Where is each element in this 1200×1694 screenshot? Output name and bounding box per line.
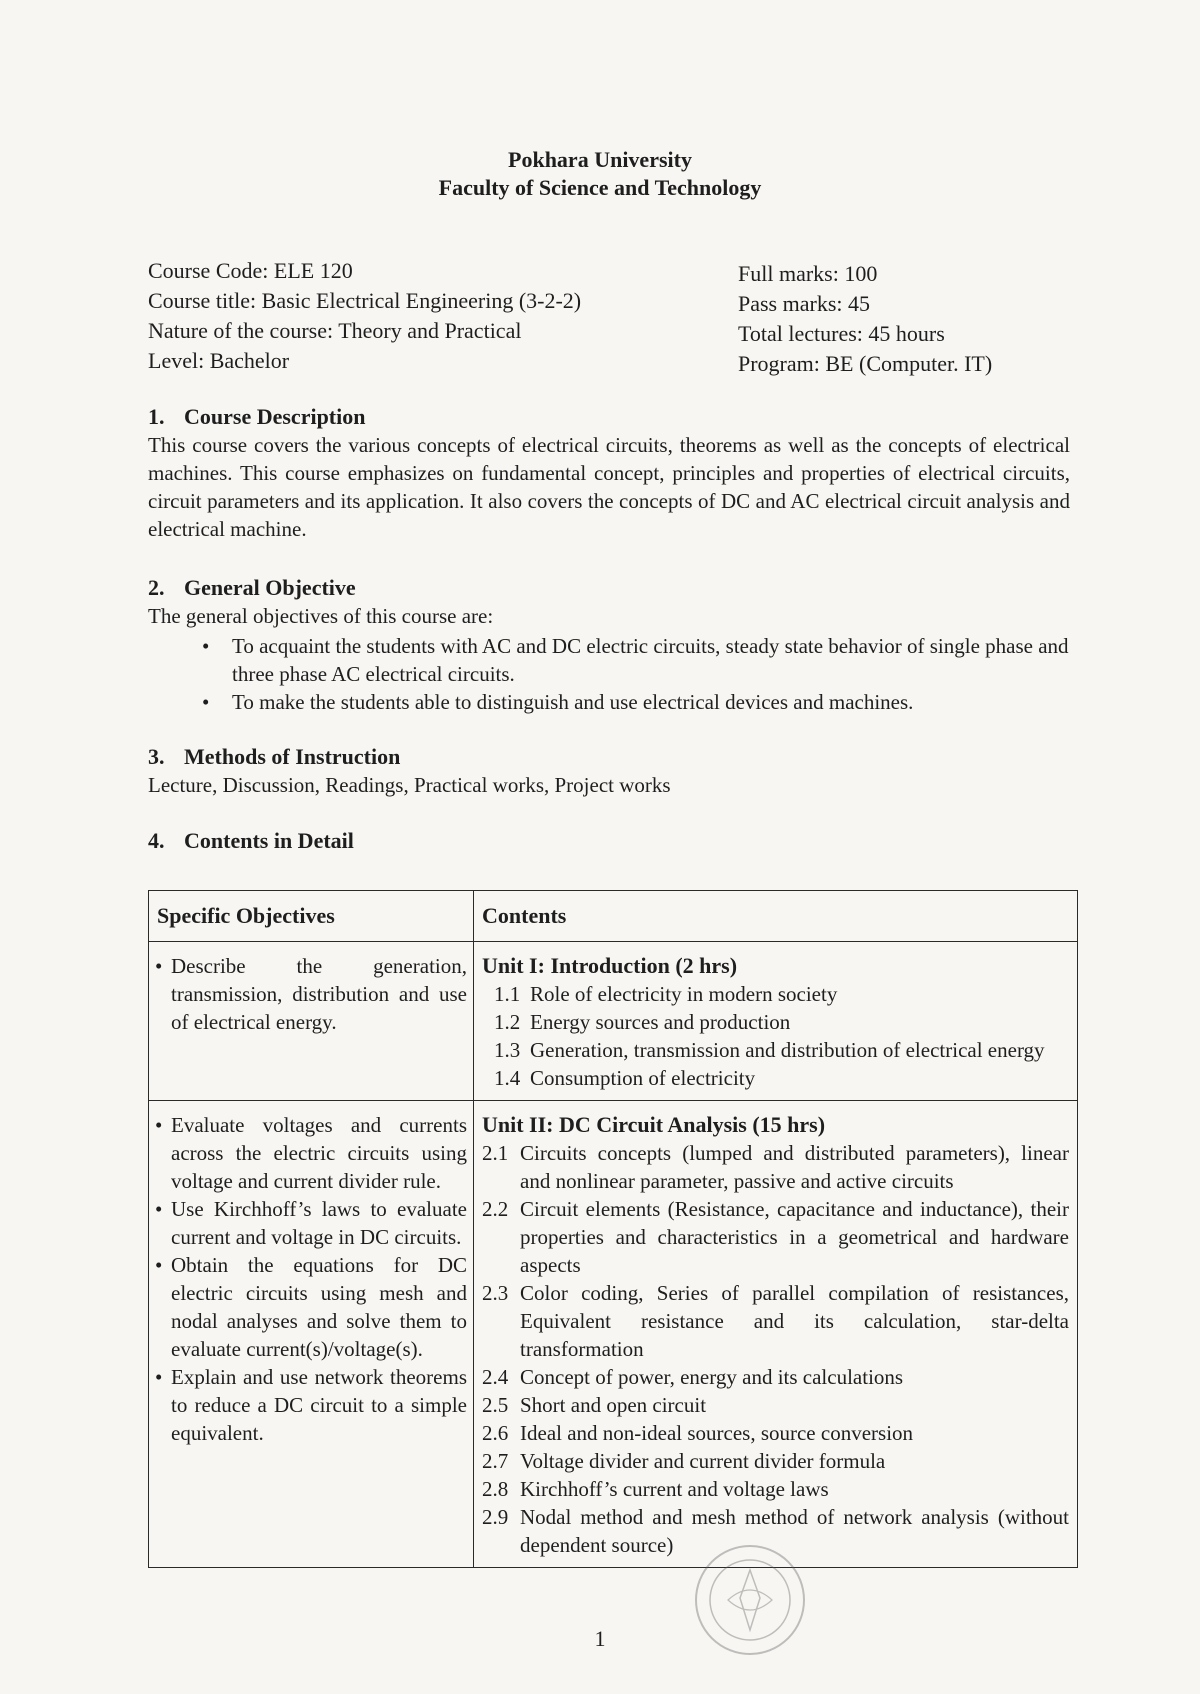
topic-item: 2.1 Circuits concepts (lumped and distributed parameters), linear and nonlinear parameter, passive and active circuits [482, 1141, 1069, 1193]
contents-table [148, 890, 1078, 1568]
course-level: Level: Bachelor [148, 348, 290, 373]
objectives-cell [149, 942, 474, 1101]
topic-item: 2.4 Concept of power, energy and its calculations [482, 1365, 904, 1389]
table-header-row [149, 891, 1078, 942]
objective-item: • Evaluate voltages and currents across the electric circuits using voltage and current divider rule. [155, 1111, 467, 1195]
topic-item: 2.2 Circuit elements (Resistance, capacitance and inductance), their properties and characteristics in a geometrical and hardware aspects [482, 1197, 1069, 1277]
topic-item: 2.3 Color coding, Series of parallel compilation of resistances, Equivalent resistance and its calculation, star-delta transformation [482, 1281, 1069, 1361]
topic-item: 1.3 Generation, transmission and distribution of electrical energy [494, 1038, 1045, 1062]
topic-item: 2.7 Voltage divider and current divider formula [482, 1449, 886, 1473]
topic-item: 2.8 Kirchhoff’s current and voltage laws [482, 1477, 829, 1501]
contents-cell [474, 1101, 1078, 1568]
list-item: • To make the students able to distinguish and use electrical devices and machines. [232, 688, 1070, 716]
faculty-name: Faculty of Science and Technology [438, 175, 762, 200]
contents-cell [474, 942, 1078, 1101]
page-number: 1 [594, 1626, 606, 1651]
section-heading: 4. Contents in Detail [148, 828, 354, 853]
topic-item: 1.4 Consumption of electricity [494, 1066, 756, 1090]
section-heading: 1. Course Description [148, 404, 366, 429]
column-header-contents: Contents [474, 891, 1078, 942]
section-contents-in-detail [148, 827, 1070, 855]
course-meta-left [148, 256, 581, 376]
objective-list [148, 632, 1070, 716]
section-heading: 2. General Objective [148, 575, 356, 600]
topic-item: 2.5 Short and open circuit [482, 1393, 707, 1417]
full-marks: Full marks: 100 [738, 261, 878, 286]
section-course-description [148, 403, 1070, 543]
objective-item: • Use Kirchhoff’s laws to evaluate current and voltage in DC circuits. [155, 1195, 467, 1251]
table-row [149, 1101, 1078, 1568]
section-heading: 3. Methods of Instruction [148, 744, 401, 769]
pass-marks: Pass marks: 45 [738, 291, 870, 316]
course-code: Course Code: ELE 120 [148, 258, 353, 283]
objective-item: • Obtain the equations for DC electric circuits using mesh and nodal analyses and solve them to evaluate current(s)/voltage(s). [155, 1251, 467, 1363]
course-nature: Nature of the course: Theory and Practical [148, 318, 522, 343]
topic-item: 1.1 Role of electricity in modern society [494, 982, 838, 1006]
table-row [149, 942, 1078, 1101]
course-description-text: This course covers the various concepts of electrical circuits, theorems as well as the concepts of electrical machines. This course emphasizes on fundamental concept, principles and properties of electrical circuits, circuit parameters and its application. It also covers the concepts of DC and AC electrical circuit analysis and electrical machine. [148, 433, 1070, 541]
objective-item: • Describe the generation, transmission, distribution and use of electrical energy. [155, 952, 467, 1036]
topic-item: 2.6 Ideal and non-ideal sources, source conversion [482, 1421, 914, 1445]
column-header-objectives: Specific Objectives [149, 891, 474, 942]
unit-title: Unit II: DC Circuit Analysis (15 hrs) [482, 1112, 826, 1137]
topic-item: 2.9 Nodal method and mesh method of network analysis (without dependent source) [482, 1505, 1069, 1557]
university-name: Pokhara University [508, 147, 692, 172]
program: Program: BE (Computer. IT) [738, 351, 993, 376]
methods-text: Lecture, Discussion, Readings, Practical works, Project works [148, 773, 671, 797]
objectives-cell [149, 1101, 474, 1568]
course-title: Course title: Basic Electrical Engineering (3-2-2) [148, 288, 582, 313]
document-header [0, 146, 1200, 202]
course-meta-right [738, 259, 992, 379]
section-methods-of-instruction [148, 743, 1070, 799]
objective-item: • Explain and use network theorems to reduce a DC circuit to a simple equivalent. [155, 1363, 467, 1447]
list-item: • To acquaint the students with AC and DC electric circuits, steady state behavior of single phase and three phase AC electrical circuits. [232, 632, 1070, 688]
objective-intro: The general objectives of this course are: [148, 604, 494, 628]
unit-title: Unit I: Introduction (2 hrs) [482, 953, 738, 978]
total-lectures: Total lectures: 45 hours [738, 321, 945, 346]
section-general-objective [148, 574, 1070, 716]
topic-item: 1.2 Energy sources and production [494, 1010, 791, 1034]
